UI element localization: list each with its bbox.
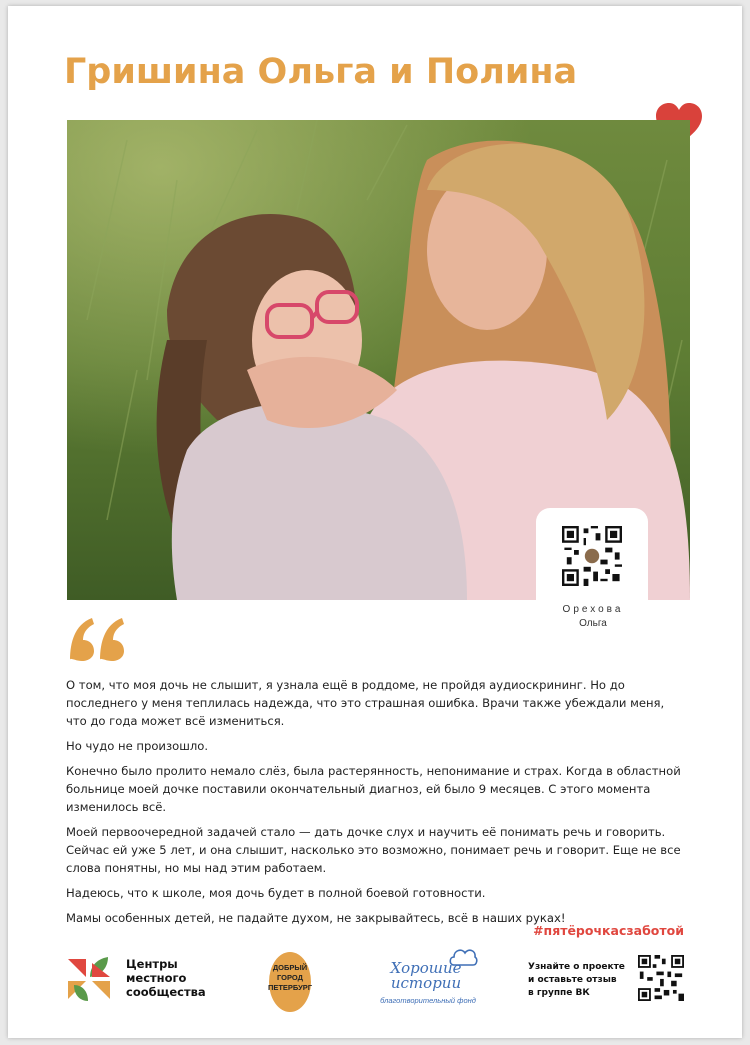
story-paragraph: Мамы особенных детей, не падайте духом, не закрывайтесь, всё в наших руках! bbox=[66, 911, 566, 925]
horoshie-istorii-subtitle: благотворительный фонд bbox=[380, 996, 476, 1005]
qr-code-icon[interactable] bbox=[562, 526, 622, 586]
horoshie-istorii-logo bbox=[368, 945, 488, 1011]
hashtag[interactable]: #пятёрочкасзаботой bbox=[533, 923, 684, 938]
story-paragraph: Моей первоочередной задачей стало — дать дочке слух и научить её понимать речь и говорить. Сейчас ей уже 5 лет, и она слышит, насколько это возможно, понимает речь и говорит. Еще не все слова понятны, но мы над этим работаем. bbox=[66, 825, 681, 875]
qr-caption-name: Ольга bbox=[579, 618, 607, 629]
community-centers-logo-icon bbox=[66, 955, 114, 1005]
story-paragraph: Но чудо не произошло. bbox=[66, 739, 209, 753]
community-centers-logo-text: Центры местного сообщества bbox=[126, 957, 206, 999]
vk-qr-code-icon[interactable] bbox=[638, 955, 684, 1001]
qr-caption bbox=[528, 603, 658, 631]
horoshie-istorii-title: Хорошие истории bbox=[390, 959, 462, 992]
story-paragraph: Конечно было пролито немало слёз, была растерянность, непонимание и страх. Когда в областной больнице моей дочке поставили окончательный диагноз, ей было 9 месяцев. С этого момента изменилось всё. bbox=[66, 764, 681, 814]
story-paragraph: О том, что моя дочь не слышит, я узнала ещё в роддоме, не пройдя аудиоскрининг. Но до последнего у меня теплилась надежда, что это страшная ошибка. Врачи также убеждали меня, что до года может всё измениться. bbox=[66, 678, 665, 728]
footer-logos bbox=[8, 951, 742, 1017]
dobry-gorod-logo bbox=[264, 951, 316, 1013]
story-text bbox=[66, 676, 686, 934]
quote-icon bbox=[66, 616, 128, 662]
vk-invite-text: Узнайте о проекте и оставьте отзыв в группе ВК bbox=[528, 962, 625, 998]
page-title: Гришина Ольга и Полина bbox=[64, 52, 578, 92]
story-paragraph: Надеюсь, что к школе, моя дочь будет в полной боевой готовности. bbox=[66, 886, 486, 900]
qr-caption-surname: Орехова bbox=[562, 604, 624, 615]
dobry-gorod-text: ДОБРЫЙ ГОРОД ПЕТЕРБУРГ bbox=[267, 963, 313, 992]
poster-page bbox=[8, 6, 742, 1038]
qr-card bbox=[536, 508, 648, 600]
